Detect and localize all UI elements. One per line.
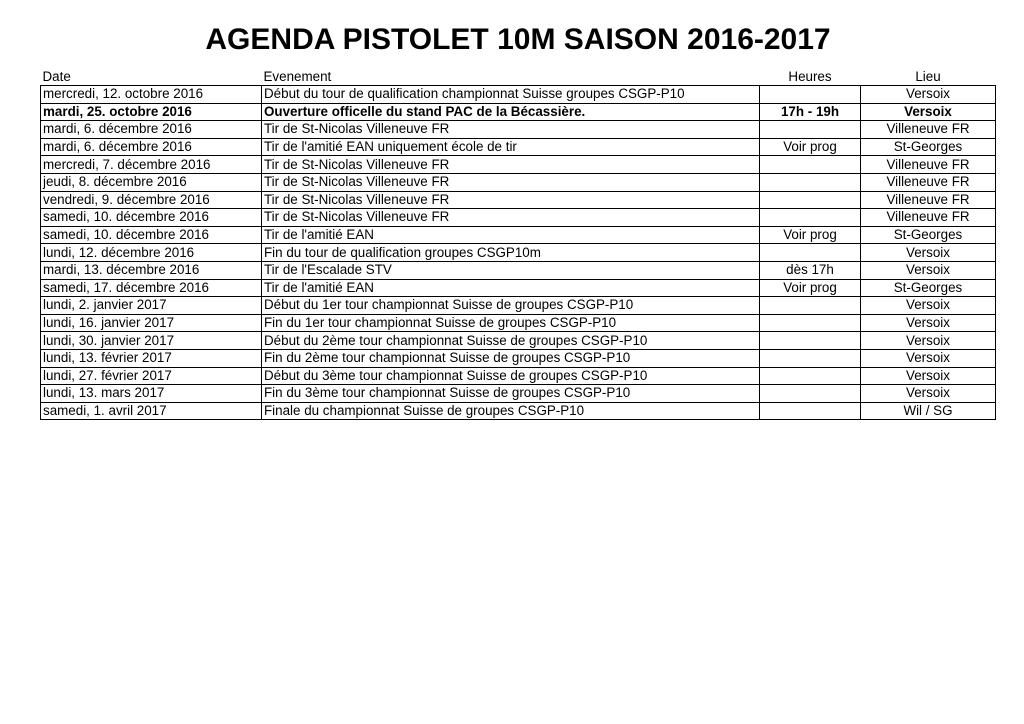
cell-hours: [760, 156, 861, 174]
agenda-table: [40, 69, 996, 420]
cell-date: lundi, 27. février 2017: [41, 367, 262, 385]
cell-event: Tir de l'Escalade STV: [262, 261, 760, 279]
cell-date: samedi, 17. décembre 2016: [41, 279, 262, 297]
cell-event: Début du 3ème tour championnat Suisse de groupes CSGP-P10: [262, 367, 760, 385]
cell-place: St-Georges: [861, 226, 996, 244]
cell-place: Versoix: [861, 297, 996, 315]
cell-place: Villeneuve FR: [861, 209, 996, 227]
table-row: [41, 314, 996, 332]
cell-date: lundi, 13. février 2017: [41, 349, 262, 367]
table-row: [41, 332, 996, 350]
cell-date: lundi, 13. mars 2017: [41, 385, 262, 403]
column-header-hours: Heures: [788, 69, 832, 84]
cell-date: mardi, 13. décembre 2016: [41, 261, 262, 279]
cell-event: Début du 1er tour championnat Suisse de groupes CSGP-P10: [262, 297, 760, 315]
table-row: [41, 349, 996, 367]
cell-place: Versoix: [861, 244, 996, 262]
cell-place: Versoix: [861, 332, 996, 350]
table-row: [41, 261, 996, 279]
cell-hours: [760, 314, 861, 332]
cell-place: Versoix: [861, 103, 996, 121]
cell-date: samedi, 10. décembre 2016: [41, 209, 262, 227]
cell-hours: [760, 367, 861, 385]
table-row: [41, 367, 996, 385]
cell-event: Début du 2ème tour championnat Suisse de groupes CSGP-P10: [262, 332, 760, 350]
cell-event: Ouverture officelle du stand PAC de la Bécassière.: [262, 103, 760, 121]
cell-place: Villeneuve FR: [861, 156, 996, 174]
cell-date: samedi, 10. décembre 2016: [41, 226, 262, 244]
cell-date: lundi, 16. janvier 2017: [41, 314, 262, 332]
column-header-date: Date: [42, 69, 71, 84]
cell-hours: [760, 297, 861, 315]
table-row: [41, 103, 996, 121]
cell-hours: [760, 121, 861, 139]
table-row: [41, 121, 996, 139]
table-row: [41, 209, 996, 227]
cell-place: St-Georges: [861, 138, 996, 156]
table-row: [41, 279, 996, 297]
cell-event: Fin du 1er tour championnat Suisse de groupes CSGP-P10: [262, 314, 760, 332]
cell-event: Tir de St-Nicolas Villeneuve FR: [262, 173, 760, 191]
cell-hours: [760, 209, 861, 227]
cell-hours: [760, 385, 861, 403]
cell-date: mercredi, 7. décembre 2016: [41, 156, 262, 174]
column-header-place: Lieu: [915, 69, 941, 84]
cell-date: lundi, 12. décembre 2016: [41, 244, 262, 262]
cell-date: jeudi, 8. décembre 2016: [41, 173, 262, 191]
cell-place: Villeneuve FR: [861, 191, 996, 209]
cell-date: lundi, 2. janvier 2017: [41, 297, 262, 315]
cell-hours: Voir prog: [760, 138, 861, 156]
cell-place: Versoix: [861, 367, 996, 385]
cell-hours: [760, 86, 861, 104]
cell-event: Fin du 3ème tour championnat Suisse de groupes CSGP-P10: [262, 385, 760, 403]
table-row: [41, 226, 996, 244]
cell-event: Finale du championnat Suisse de groupes CSGP-P10: [262, 402, 760, 420]
cell-event: Tir de St-Nicolas Villeneuve FR: [262, 121, 760, 139]
cell-hours: dès 17h: [760, 261, 861, 279]
cell-place: Villeneuve FR: [861, 121, 996, 139]
cell-hours: [760, 402, 861, 420]
cell-date: mercredi, 12. octobre 2016: [41, 86, 262, 104]
cell-hours: Voir prog: [760, 279, 861, 297]
cell-date: mardi, 25. octobre 2016: [41, 103, 262, 121]
cell-date: vendredi, 9. décembre 2016: [41, 191, 262, 209]
cell-event: Tir de St-Nicolas Villeneuve FR: [262, 209, 760, 227]
table-row: [41, 402, 996, 420]
cell-event: Tir de l'amitié EAN: [262, 279, 760, 297]
table-row: [41, 385, 996, 403]
cell-hours: [760, 173, 861, 191]
cell-place: Versoix: [861, 86, 996, 104]
cell-hours: 17h - 19h: [760, 103, 861, 121]
table-row: [41, 191, 996, 209]
table-row: [41, 244, 996, 262]
cell-event: Tir de l'amitié EAN uniquement école de tir: [262, 138, 760, 156]
agenda-body: [41, 86, 996, 420]
table-row: [41, 138, 996, 156]
cell-place: Wil / SG: [861, 402, 996, 420]
cell-hours: [760, 244, 861, 262]
cell-hours: Voir prog: [760, 226, 861, 244]
table-row: [41, 156, 996, 174]
cell-event: Tir de l'amitié EAN: [262, 226, 760, 244]
cell-hours: [760, 332, 861, 350]
cell-event: Tir de St-Nicolas Villeneuve FR: [262, 191, 760, 209]
cell-place: St-Georges: [861, 279, 996, 297]
cell-place: Versoix: [861, 261, 996, 279]
table-row: [41, 173, 996, 191]
table-header-row: [41, 69, 996, 86]
cell-date: mardi, 6. décembre 2016: [41, 138, 262, 156]
cell-date: mardi, 6. décembre 2016: [41, 121, 262, 139]
cell-hours: [760, 191, 861, 209]
cell-place: Versoix: [861, 349, 996, 367]
cell-date: lundi, 30. janvier 2017: [41, 332, 262, 350]
cell-event: Fin du 2ème tour championnat Suisse de groupes CSGP-P10: [262, 349, 760, 367]
table-row: [41, 297, 996, 315]
cell-event: Tir de St-Nicolas Villeneuve FR: [262, 156, 760, 174]
cell-date: samedi, 1. avril 2017: [41, 402, 262, 420]
cell-hours: [760, 349, 861, 367]
cell-place: Versoix: [861, 314, 996, 332]
column-header-event: Evenement: [263, 69, 332, 84]
cell-event: Début du tour de qualification championnat Suisse groupes CSGP-P10: [262, 86, 760, 104]
cell-event: Fin du tour de qualification groupes CSGP10m: [262, 244, 760, 262]
cell-place: Versoix: [861, 385, 996, 403]
table-row: [41, 86, 996, 104]
cell-place: Villeneuve FR: [861, 173, 996, 191]
page-title: AGENDA PISTOLET 10M SAISON 2016-2017: [205, 23, 831, 56]
